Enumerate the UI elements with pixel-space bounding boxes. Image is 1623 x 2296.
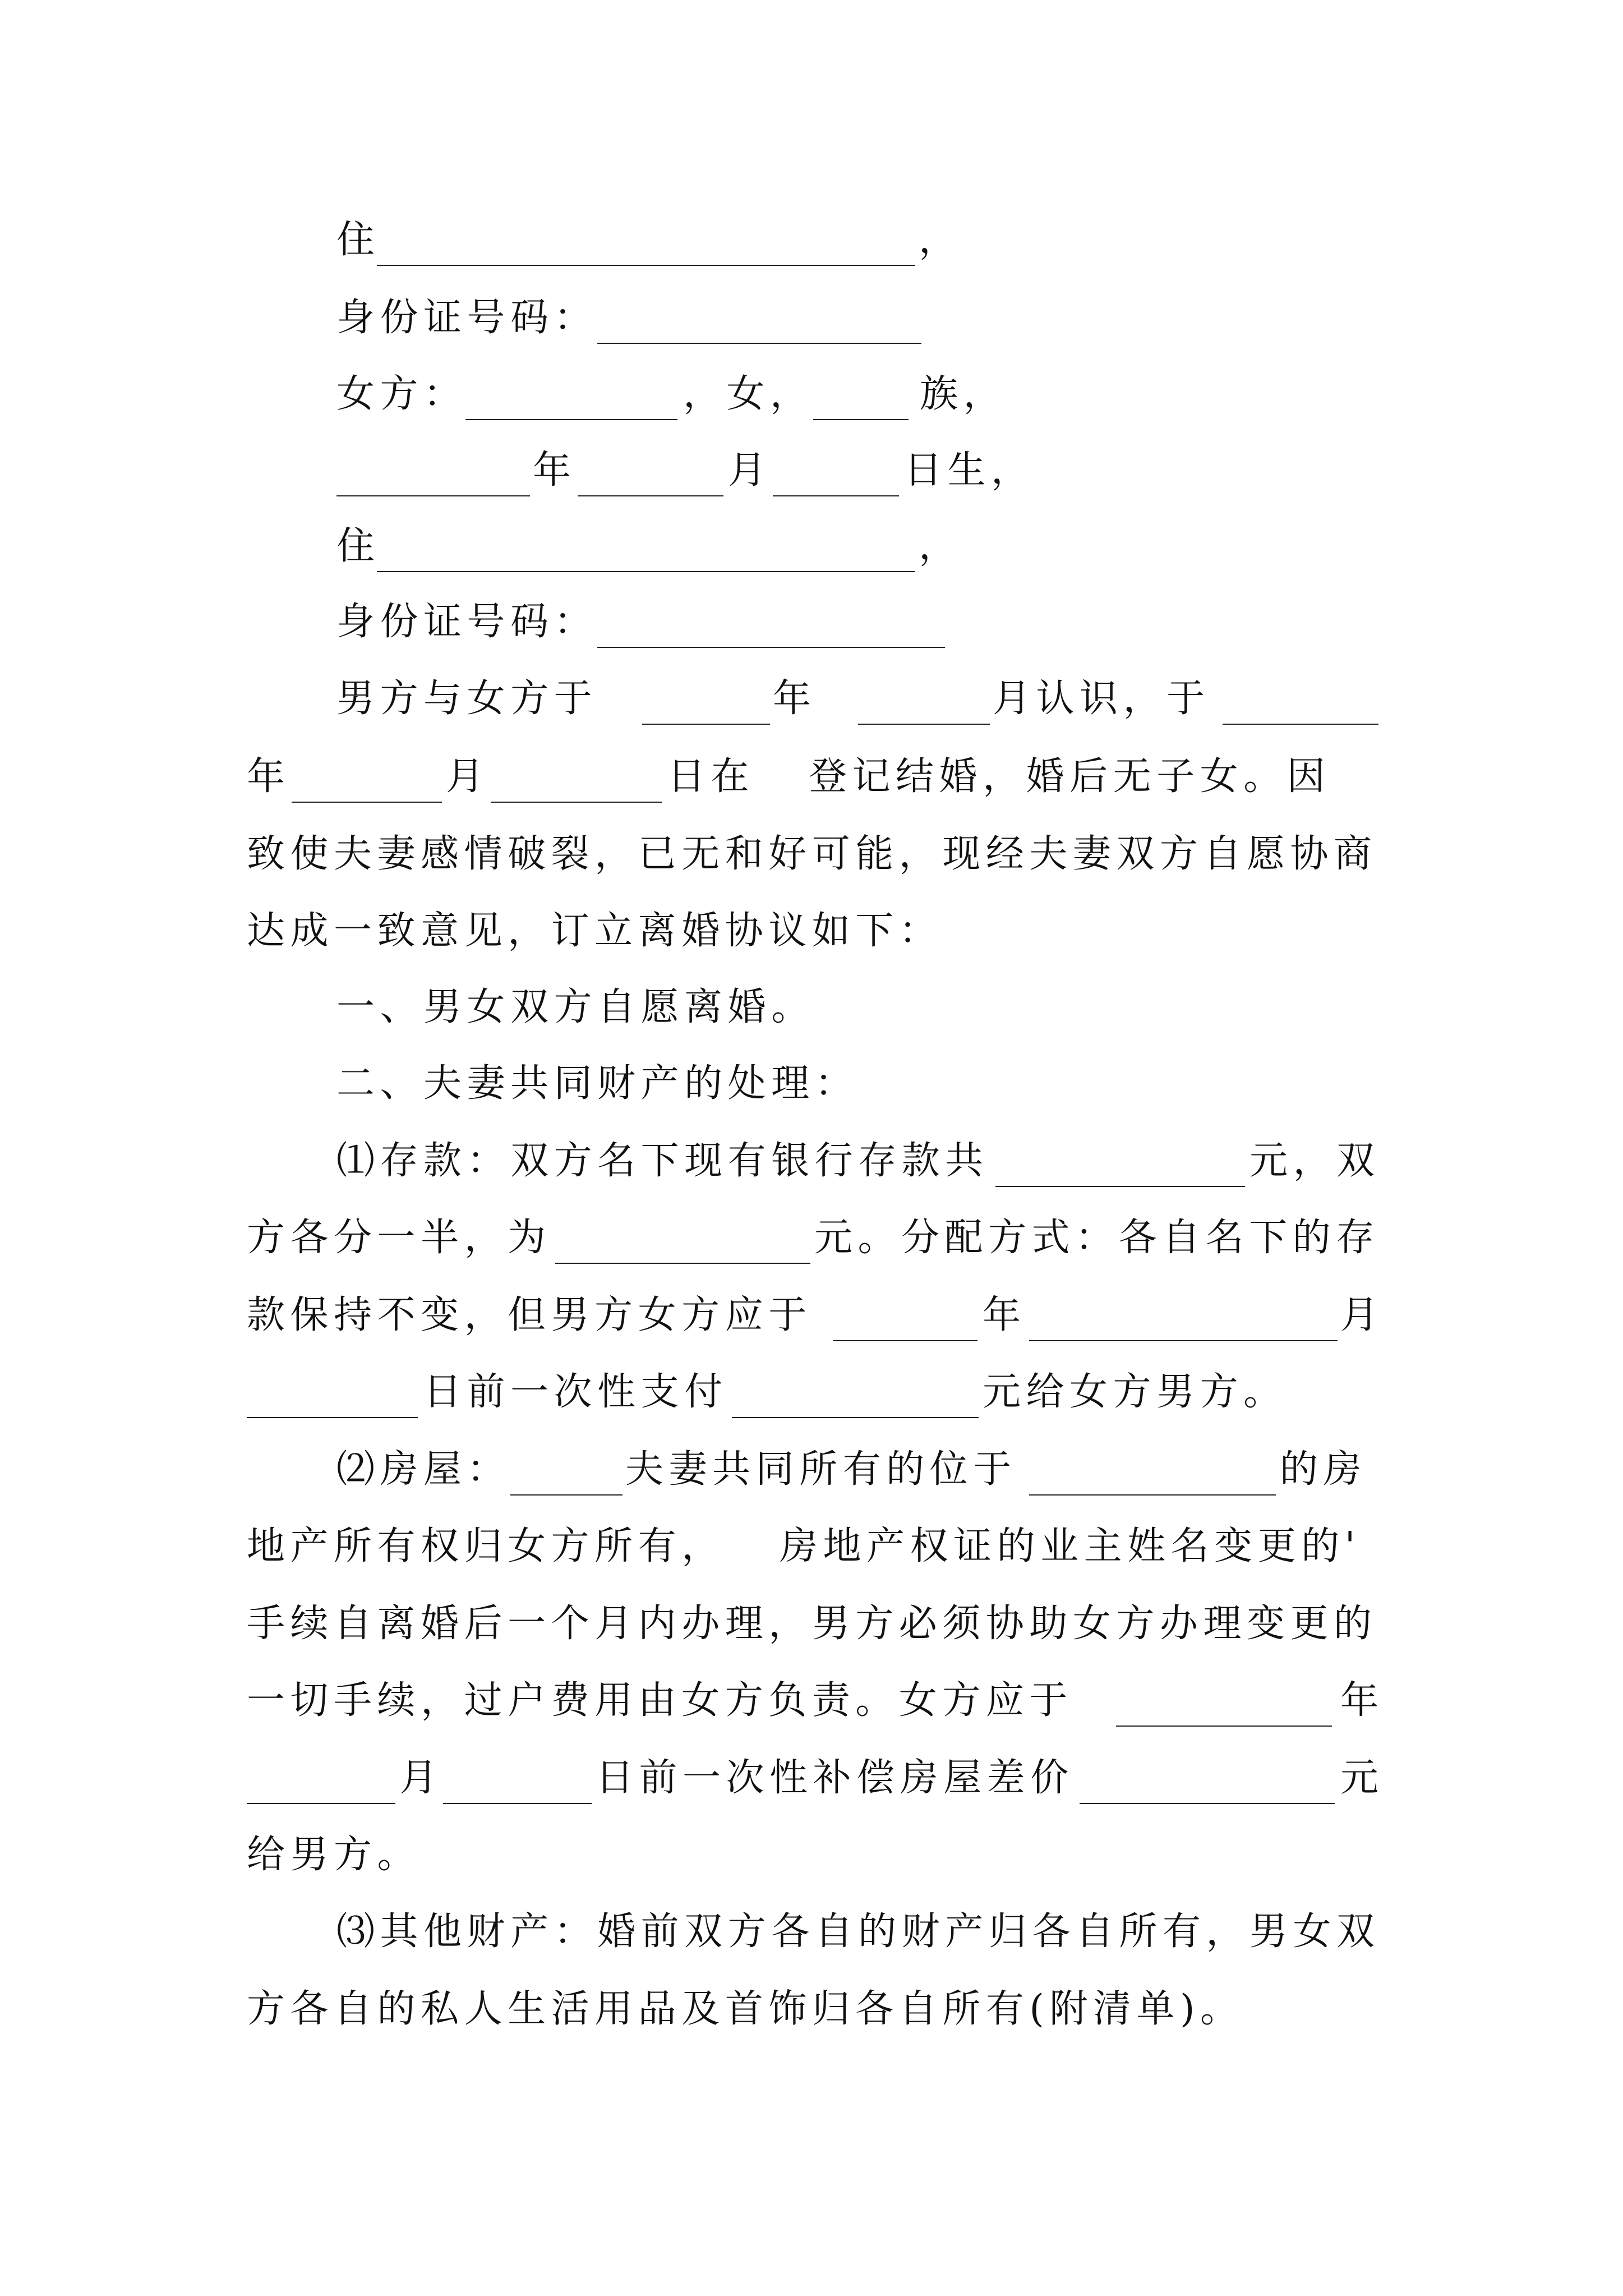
fill-in-blank	[292, 802, 442, 803]
text-line	[0, 1513, 1623, 1580]
text-line	[0, 1821, 1623, 1889]
text-segment: ，女，	[683, 372, 814, 416]
fill-in-blank	[1080, 1803, 1335, 1804]
text-segment: 达成一致意见，订立离婚协议如下：	[247, 909, 943, 953]
text-segment: 女方：	[336, 372, 467, 416]
text-segment: 元。分配方式：各自名下的存	[814, 1216, 1380, 1260]
text-segment: 给男方。	[247, 1833, 421, 1877]
fill-in-blank	[247, 1417, 418, 1418]
text-segment: 年	[1340, 1678, 1384, 1723]
text-segment: 月	[399, 1756, 443, 1800]
text-segment: 月	[728, 448, 772, 493]
fill-in-blank	[443, 1803, 592, 1804]
text-segment: ⑶其他财产：婚前双方各自的财产归各自所有，男女双	[336, 1910, 1380, 1954]
text-line	[0, 361, 1623, 428]
text-segment: 月认识，于	[993, 677, 1210, 721]
text-line	[0, 1436, 1623, 1503]
text-segment: 二、夫妻共同财产的处理：	[336, 1061, 859, 1106]
text-line	[0, 206, 1623, 274]
fill-in-blank	[555, 1263, 810, 1264]
text-segment: 方各分一半，为	[247, 1216, 551, 1260]
text-segment: ⑴存款：双方名下现有银行存款共	[336, 1139, 989, 1183]
text-line	[0, 1745, 1623, 1812]
text-segment: 身份证号码：	[336, 600, 598, 644]
text-segment: ⑵房屋：	[336, 1447, 511, 1492]
text-line	[0, 437, 1623, 504]
text-line	[0, 284, 1623, 352]
fill-in-blank	[642, 724, 770, 725]
fill-in-blank	[1029, 1494, 1276, 1496]
text-segment: 月	[1340, 1293, 1384, 1337]
text-line	[0, 513, 1623, 580]
text-segment: 日前一次性支付	[423, 1370, 728, 1414]
text-segment: 方各自的私人生活用品及首饰归各自所有(附清单)。	[247, 1987, 1244, 2031]
fill-in-blank	[732, 1417, 979, 1418]
fill-in-blank	[813, 419, 909, 420]
text-segment: 日前一次性补偿房屋差价	[596, 1756, 1074, 1800]
text-segment: 年	[983, 1293, 1026, 1337]
text-segment: 一切手续，过户费用由女方负责。女方应于	[247, 1678, 1073, 1723]
fill-in-blank	[773, 495, 899, 496]
text-line	[0, 1976, 1623, 2043]
text-line	[0, 588, 1623, 656]
text-segment: 元	[1340, 1756, 1384, 1800]
text-line	[0, 1590, 1623, 1658]
fill-in-blank	[1116, 1726, 1332, 1727]
text-line	[0, 743, 1623, 811]
fill-in-blank	[491, 802, 662, 803]
text-line	[0, 1667, 1623, 1734]
text-line	[0, 974, 1623, 1041]
text-segment: 的房	[1280, 1447, 1367, 1492]
text-line	[0, 1128, 1623, 1195]
text-segment: 元给女方男方。	[983, 1370, 1287, 1414]
fill-in-blank	[995, 1186, 1245, 1187]
text-line	[0, 1282, 1623, 1349]
fill-in-blank	[377, 571, 915, 572]
fill-in-blank	[336, 495, 530, 496]
text-segment: 手续自离婚后一个月内办理，男方必须协助女方办理变更的	[247, 1602, 1377, 1646]
text-line	[0, 821, 1623, 888]
fill-in-blank	[1029, 1340, 1338, 1341]
text-segment: 日在	[667, 754, 755, 799]
fill-in-blank	[465, 419, 677, 420]
fill-in-blank	[247, 1803, 395, 1804]
text-line	[0, 1898, 1623, 1966]
text-segment: 元，双	[1249, 1139, 1380, 1183]
text-segment: 年	[773, 677, 817, 721]
text-segment: 族，	[920, 372, 1007, 416]
fill-in-blank	[1223, 724, 1378, 725]
fill-in-blank	[858, 724, 990, 725]
text-line	[0, 898, 1623, 965]
text-segment: 年	[247, 754, 291, 799]
text-segment: 房地产权证的业主姓名变更的'	[780, 1524, 1361, 1568]
text-segment: 身份证号码：	[336, 296, 598, 340]
text-segment: 住	[336, 218, 380, 262]
fill-in-blank	[377, 265, 915, 266]
text-segment: 月	[446, 754, 490, 799]
fill-in-blank	[578, 495, 723, 496]
text-segment: ，	[919, 218, 962, 262]
text-segment: 夫妻共同所有的位于	[625, 1447, 1017, 1492]
text-line	[0, 1359, 1623, 1426]
text-line	[0, 1050, 1623, 1117]
fill-in-blank	[510, 1494, 623, 1496]
fill-in-blank	[597, 647, 945, 648]
fill-in-blank	[833, 1340, 978, 1341]
text-segment: 年	[533, 448, 577, 493]
text-segment: 款保持不变，但男方女方应于	[247, 1293, 812, 1337]
text-segment: 一、男女双方自愿离婚。	[336, 985, 815, 1029]
fill-in-blank	[597, 343, 921, 344]
text-line	[0, 1204, 1623, 1272]
text-segment: ，	[919, 524, 962, 568]
text-segment: 登记结婚，婚后无子女。因	[809, 754, 1331, 799]
text-line	[0, 665, 1623, 733]
text-segment: 日生，	[904, 448, 1035, 493]
text-segment: 男方与女方于	[336, 677, 598, 721]
text-segment: 住	[336, 524, 380, 568]
text-segment: 地产所有权归女方所有，	[247, 1524, 725, 1568]
text-segment: 致使夫妻感情破裂，已无和好可能，现经夫妻双方自愿协商	[247, 832, 1377, 876]
